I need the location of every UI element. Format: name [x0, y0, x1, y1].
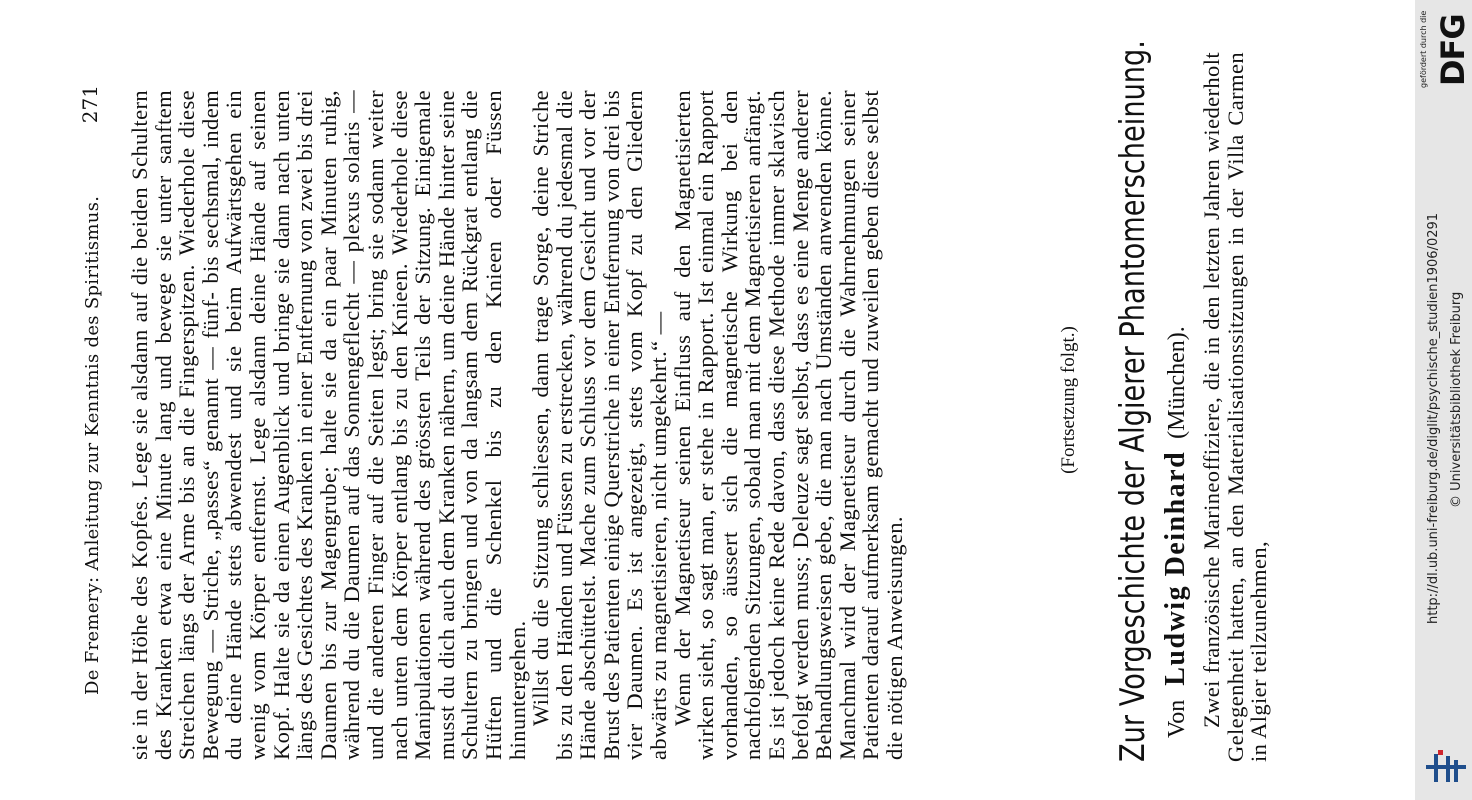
author-city: (München). — [1164, 326, 1190, 439]
author-name: Ludwig Deinhard — [1160, 450, 1191, 686]
dfg-logo[interactable]: DFG — [1434, 14, 1472, 86]
running-title: De Fremery: Anleitung zur Kenntnis des Spiritismus. — [82, 195, 103, 695]
logo-stem-left — [1434, 754, 1438, 782]
author-line — [1160, 38, 1192, 738]
continuation-note: (Fortsetzung folgt.) — [1058, 326, 1079, 474]
logo-stem-right — [1454, 760, 1458, 782]
article-title: Zur Vorgeschichte der Algierer Phantomerscheinung. — [1113, 40, 1153, 762]
author-prefix: Von — [1164, 699, 1190, 738]
logo-stem-mid — [1446, 756, 1450, 782]
body-text — [128, 90, 907, 760]
source-url[interactable]: http://dl.ub.uni-freiburg.de/diglit/psychische_studien1906/0291 — [1426, 212, 1441, 624]
article-paragraph: Zwei französische Marineoffiziere, die in den letzten Jahren wiederholt Gelegenheit hatten, an den Materialisationssitzungen in der Villa Carmen in Algier teilzunehmen, — [1199, 52, 1272, 762]
paragraph: Wenn der Magnetiseur seinen Einfluss auf den Magnetisierten wirken sieht, so sagt man, er stehe in Rapport. Ist einmal ein Rapport vorhanden, so äussert sich die magnetische Wirkung bei den nachfolgenden Sitzungen, sobald man mit dem Magnetisieren anfängt. Es ist jedoch keine Rede davon, dass diese Methode immer sklavisch befolgt werden muss; Deleuze sagt selbst, dass es eine Menge anderer Behandlungsweisen gebe, die man nach Umständen anwenden könne. Manchmal wird der Magnetiseur durch die Wahrnehmungen seiner Patienten darauf aufmerksam gemacht und zuweilen geben diese selbst die nötigen Anweisungen. — [669, 90, 907, 760]
university-logo-icon — [1424, 748, 1468, 788]
paragraph: Willst du die Sitzung schliessen, dann trage Sorge, deine Striche bis zu den Händen und Füssen zu erstrecken, während du jedesmal die Hände abschüttelst. Mache zum Schluss vor dem Gesicht und vor der Brust des Patienten einige Querstriche in einer Entfernung von drei bis vier Daumen. Es ist angezeigt, stets vom Kopf zu den Gliedern abwärts zu magnetisieren, nicht umgekehrt.“ — — [528, 90, 672, 760]
copyright-notice: © Universitätsbibliothek Freiburg — [1449, 291, 1464, 508]
logo-red-square — [1438, 750, 1443, 755]
dfg-funding-label: gefördert durch die — [1419, 10, 1428, 88]
paragraph: sie in der Höhe des Kopfes. Lege sie alsdann auf die beiden Schultern des Kranken etwa eine Minute lang und bewege sie unter sanftem Streichen längs der Arme bis an die Fingerspitzen. Wiederhole diese Bewegung — Striche, „passes“ genannt — fünf- bis sechsmal, indem du deine Hände stets abwendest und sie beim Aufwärtsgehen ein wenig vom Körper entfernst. Lege alsdann deine Hände auf seinen Kopf. Halte sie da einen Augenblick und bringe sie dann nach unten längs des Gesichtes des Kranken in einer Entfernung von zwei bis drei Daumen bis zur Magengrube; halte sie da ein paar Minuten ruhig, während du die Daumen auf das Sonnengeflecht — plexus solaris — und die anderen Finger auf die Seiten legst; bring sie sodann weiter nach unten dem Körper entlang bis zu den Knieen. Wiederhole diese Manipulationen während des grössten Teils der Sitzung. Einigemale musst du dich auch dem Kranken nähern, um deine Hände hinter seine Schultern zu bringen und von da langsam dem Rückgrat entlang die Hüften und die Schenkel bis zu den Knieen oder Füssen hinuntergehen. — [127, 90, 530, 760]
page-number: 271 — [78, 85, 102, 124]
page-header — [78, 85, 108, 695]
